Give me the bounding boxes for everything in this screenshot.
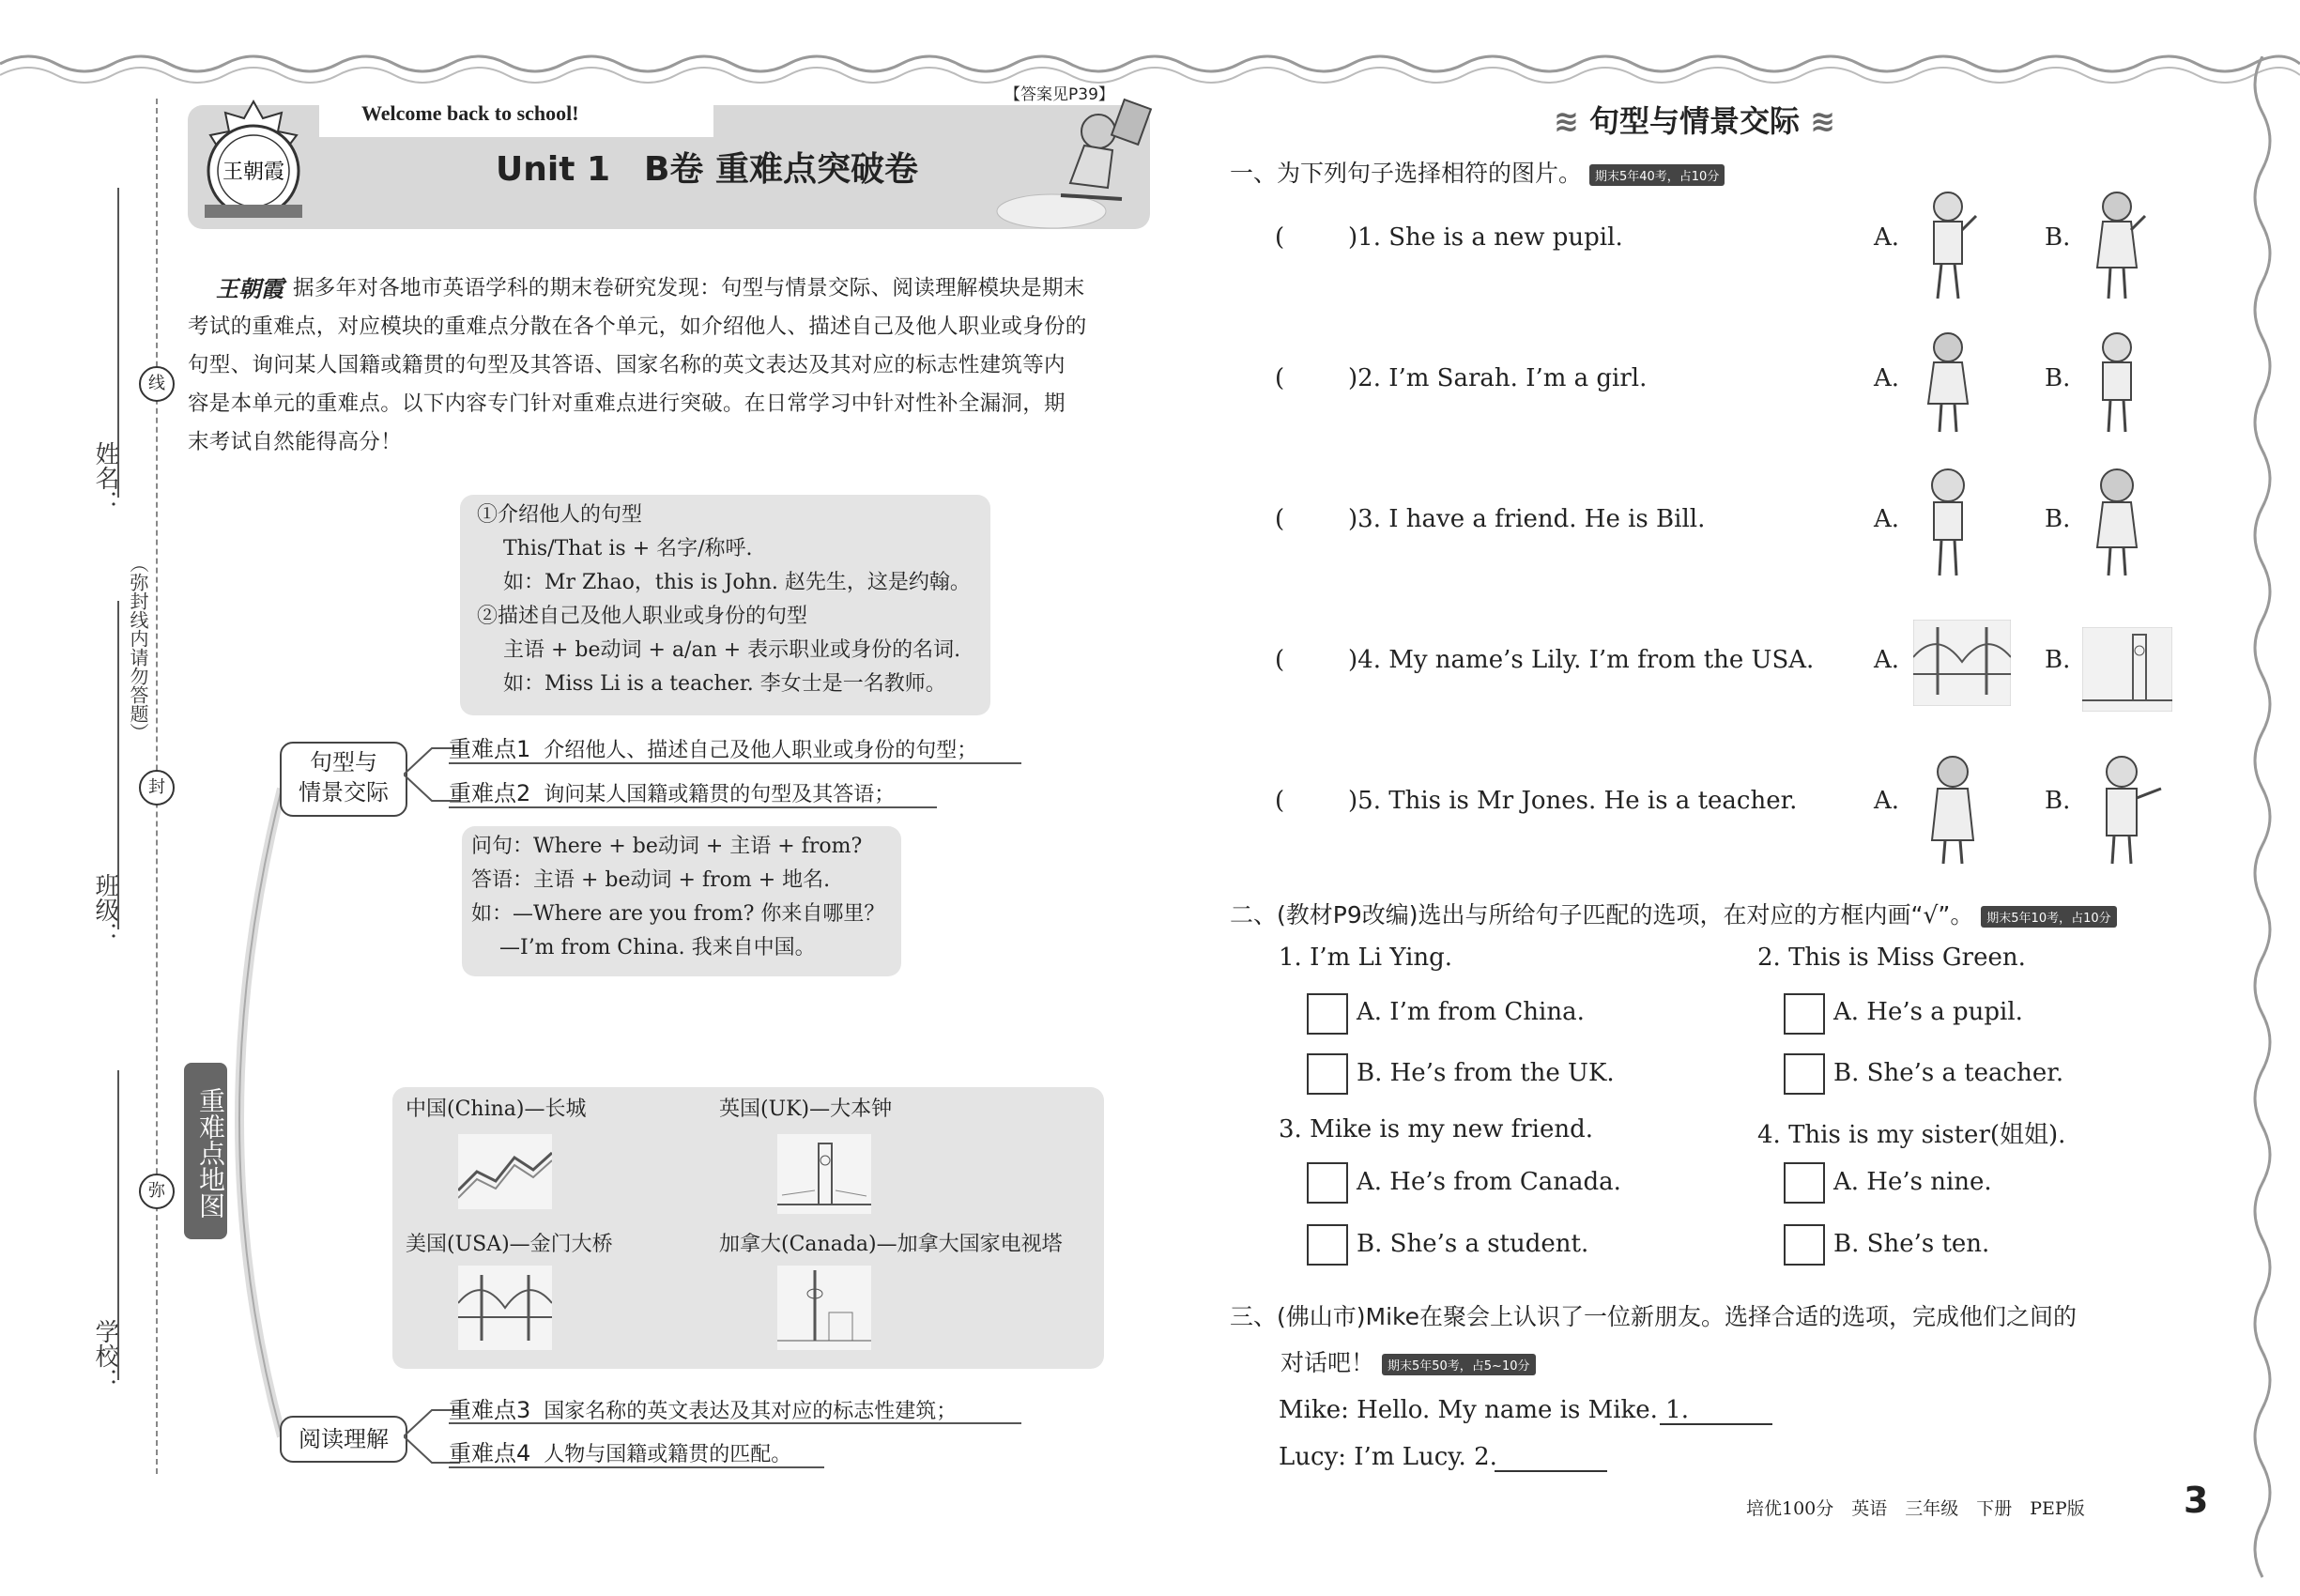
part2-title [1230, 897, 2117, 930]
p1-text-3: 3. I have a friend. He is Bill. [1357, 505, 1706, 533]
kp3-text: 国家名称的英文表达及其对应的标志性建筑； [544, 1400, 958, 1423]
wavy-top-border [0, 0, 2300, 94]
section-title: 句型与情景交际 [1588, 103, 1800, 139]
p1-paren-3: ( [1275, 505, 1285, 533]
picture-1a-boy [1915, 188, 1981, 305]
p1-close-5: ) [1348, 787, 1358, 815]
picture-3a-boy [1915, 465, 1981, 582]
part3-badge: 期末5年50考，占5~10分 [1382, 1354, 1536, 1375]
kp3-underline [449, 1422, 1021, 1424]
dialog-line-1: Mike: Hello. My name is Mike. 1. [1279, 1396, 1689, 1424]
bubble1-line-2: This/That is + 名字/称呼. [503, 537, 753, 560]
p2-q3: 3. Mike is my new friend. [1279, 1115, 1594, 1143]
logo-emblem [188, 94, 319, 235]
p2-q3-a: A. He’s from Canada. [1357, 1168, 1621, 1196]
bubble2-line-3: 如：—Where are you from? 你来自哪里？ [471, 902, 885, 926]
bubble-nationality [462, 826, 901, 976]
p1-a-4: A. [1874, 646, 1900, 674]
wave-deco-left-icon: ≋ [1554, 103, 1579, 139]
p2-q2-a-checkbox[interactable] [1784, 993, 1825, 1035]
picture-3b-girl [2084, 465, 2150, 582]
p1-close-4: ) [1348, 646, 1358, 674]
brand-signature: 王朝霞 [216, 275, 284, 302]
p1-a-1: A. [1874, 223, 1900, 252]
p1-answer-2[interactable] [1348, 364, 1647, 392]
mark-close: 弥 [139, 1174, 175, 1209]
intro-line-2: 考试的重难点，对应模块的重难点分散在各个单元，如介绍他人、描述自己及他人职业或身份的 [188, 315, 1087, 339]
dialog-line-2: Lucy: I’m Lucy. 2. [1279, 1443, 1497, 1471]
landmark-usa: 美国(USA)—金门大桥 [406, 1233, 613, 1256]
welcome-text: Welcome back to school! [361, 101, 579, 125]
landmark-china: 中国(China)—长城 [406, 1097, 587, 1121]
picture-2b-boy [2084, 329, 2150, 437]
bubble2-line-1: 问句：Where + be动词 + 主语 + from? [471, 835, 863, 858]
p2-q2: 2. This is Miss Green. [1757, 944, 2026, 972]
kp2-text: 询问某人国籍或籍贯的句型及其答语； [544, 783, 896, 806]
part3-title-line2-text: 对话吧！ [1280, 1349, 1375, 1376]
class-label: 班级： [91, 873, 119, 946]
mark-line: 线 [139, 366, 175, 402]
kp4-label: 重难点4 [449, 1440, 531, 1466]
part3-title-line2 [1280, 1344, 1536, 1378]
p2-q4-a: A. He’s nine. [1833, 1168, 1992, 1196]
p2-q3-b-checkbox[interactable] [1307, 1224, 1348, 1266]
bubble1-line-5: 主语 + be动词 + a/an + 表示职业或身份的名词. [503, 638, 961, 662]
picture-4a-golden-gate [1913, 620, 2011, 706]
p2-q2-b-checkbox[interactable] [1784, 1053, 1825, 1095]
p1-text-4: 4. My name’s Lily. I’m from the USA. [1357, 646, 1815, 674]
school-field-line[interactable] [117, 1070, 119, 1380]
p1-a-5: A. [1874, 787, 1900, 815]
page-title: Unit 1 B卷 重难点突破卷 [496, 150, 918, 189]
part2-title-text: 二、(教材P9改编)选出与所给句子匹配的选项，在对应的方框内画“√”。 [1230, 901, 1974, 928]
p1-answer-5[interactable] [1348, 787, 1797, 815]
node-reading: 阅读理解 [280, 1416, 407, 1463]
intro-line-1: 据多年对各地市英语学科的期末卷研究发现：句型与情景交际、阅读理解模块是期末 [293, 276, 1085, 300]
p1-a-2: A. [1874, 364, 1900, 392]
kp3-label: 重难点3 [449, 1397, 531, 1423]
picture-4b-big-ben [2082, 627, 2172, 712]
dialog-blank-2[interactable] [1495, 1470, 1607, 1472]
p1-b-5: B. [2045, 787, 2071, 815]
part1-badge: 期末5年40考，占10分 [1589, 164, 1725, 186]
part3-title-line1: 三、(佛山市)Mike在聚会上认识了一位新朋友。选择合适的选项，完成他们之间的 [1230, 1303, 2077, 1330]
p2-q4-b-checkbox[interactable] [1784, 1224, 1825, 1266]
p1-answer-1[interactable] [1348, 223, 1623, 252]
kp1-label: 重难点1 [449, 736, 531, 762]
bubble2-line-4: —I’m from China. 我来自中国。 [499, 936, 816, 959]
intro-line-5: 末考试自然能得高分！ [188, 430, 403, 454]
class-field-line[interactable] [117, 601, 119, 929]
part1-title [1230, 155, 1725, 189]
p1-close-3: ) [1348, 505, 1358, 533]
p1-answer-4[interactable] [1348, 646, 1814, 674]
p1-b-2: B. [2045, 364, 2071, 392]
key-point-4 [449, 1435, 791, 1467]
p1-a-3: A. [1874, 505, 1900, 533]
dialog-blank-1[interactable] [1660, 1423, 1772, 1425]
binding-note: （弥封线内请勿答题） [127, 554, 149, 742]
logo-text: 王朝霞 [222, 161, 285, 184]
p1-close-1: ) [1348, 223, 1358, 252]
p2-q1: 1. I’m Li Ying. [1279, 944, 1453, 972]
p1-paren-5: ( [1275, 787, 1285, 815]
map-side-title: 重难点地图 [184, 1063, 227, 1239]
mark-seal: 封 [139, 770, 175, 806]
kp2-label: 重难点2 [449, 780, 531, 806]
landmark-canada: 加拿大(Canada)—加拿大国家电视塔 [719, 1233, 1063, 1256]
kid-on-skateboard-illustration [995, 94, 1155, 233]
landmark-uk: 英国(UK)—大本钟 [719, 1097, 893, 1121]
p2-q4-b: B. She’s ten. [1833, 1230, 1990, 1258]
name-label: 姓名： [91, 441, 119, 514]
bubble-landmarks [392, 1087, 1104, 1369]
p1-b-1: B. [2045, 223, 2071, 252]
wave-deco-right-icon: ≋ [1810, 103, 1835, 139]
section-heading [1554, 98, 1835, 141]
p2-q3-b: B. She’s a student. [1357, 1230, 1589, 1258]
name-field-line[interactable] [117, 188, 119, 498]
p1-paren-2: ( [1275, 364, 1285, 392]
intro-line-3: 句型、询问某人国籍或籍贯的句型及其答语、国家名称的英文表达及其对应的标志性建筑等内 [188, 353, 1066, 377]
p1-text-2: 2. I’m Sarah. I’m a girl. [1357, 364, 1648, 392]
bubble1-line-1: ①介绍他人的句型 [477, 503, 643, 527]
p1-answer-3[interactable] [1348, 505, 1705, 533]
school-label: 学校： [91, 1319, 119, 1392]
p1-b-4: B. [2045, 646, 2071, 674]
big-ben-image [777, 1134, 871, 1214]
intro-line-4: 容是本单元的重难点。以下内容专门针对重难点进行突破。在日常学习中针对性补全漏洞，期 [188, 391, 1066, 416]
great-wall-image [458, 1134, 552, 1209]
cn-tower-image [777, 1266, 871, 1350]
bubble1-line-3: 如：Mr Zhao，this is John. 赵先生，这是约翰。 [503, 571, 971, 594]
p2-q4-a-checkbox[interactable] [1784, 1162, 1825, 1204]
wavy-right-border [2234, 56, 2300, 1596]
bubble2-line-2: 答语：主语 + be动词 + from + 地名. [471, 868, 831, 892]
kp1-underline [449, 762, 1021, 764]
p2-q1-b: B. He’s from the UK. [1357, 1059, 1615, 1087]
key-point-2 [449, 775, 895, 807]
kp4-underline [449, 1466, 824, 1468]
p1-paren-4: ( [1275, 646, 1285, 674]
p1-text-5: 5. This is Mr Jones. He is a teacher. [1357, 787, 1798, 815]
p2-q2-a: A. He’s a pupil. [1833, 998, 2023, 1026]
part1-title-text: 一、为下列句子选择相符的图片。 [1230, 160, 1583, 187]
kp4-text: 人物与国籍或籍贯的匹配。 [544, 1443, 792, 1466]
p2-q2-b: B. She’s a teacher. [1833, 1059, 2064, 1087]
p1-close-2: ) [1348, 364, 1358, 392]
bubble1-line-6: 如：Miss Li is a teacher. 李女士是一名教师。 [503, 672, 946, 696]
p1-paren-1: ( [1275, 223, 1285, 252]
part2-badge: 期末5年10考，占10分 [1981, 906, 2116, 928]
golden-gate-image [458, 1266, 552, 1350]
bubble1-line-4: ②描述自己及他人职业或身份的句型 [477, 605, 808, 628]
picture-5a-woman [1915, 751, 1990, 868]
page-number: 3 [2184, 1480, 2209, 1521]
node-sentence-situational: 句型与 情景交际 [280, 742, 407, 817]
footer-info: 培优100分 英语 三年级 下册 PEP版 [1746, 1498, 2085, 1519]
picture-2a-girl [1915, 329, 1981, 437]
answer-reference: 【答案见P39】 [1004, 85, 1114, 104]
kp1-text: 介绍他人、描述自己及他人职业或身份的句型； [544, 739, 978, 762]
p1-text-1: 1. She is a new pupil. [1357, 223, 1623, 252]
p2-q1-b-checkbox[interactable] [1307, 1053, 1348, 1095]
kp2-underline [449, 806, 937, 808]
p2-q3-a-checkbox[interactable] [1307, 1162, 1348, 1204]
picture-1b-girl [2084, 188, 2150, 305]
p2-q1-a: A. I’m from China. [1357, 998, 1585, 1026]
p2-q4: 4. This is my sister(姐姐). [1757, 1121, 2066, 1149]
picture-5b-man [2084, 751, 2169, 868]
p1-b-3: B. [2045, 505, 2071, 533]
p2-q1-a-checkbox[interactable] [1307, 993, 1348, 1035]
bubble-sentence-patterns [460, 495, 990, 715]
key-point-1 [449, 730, 977, 763]
key-point-3 [449, 1391, 957, 1424]
